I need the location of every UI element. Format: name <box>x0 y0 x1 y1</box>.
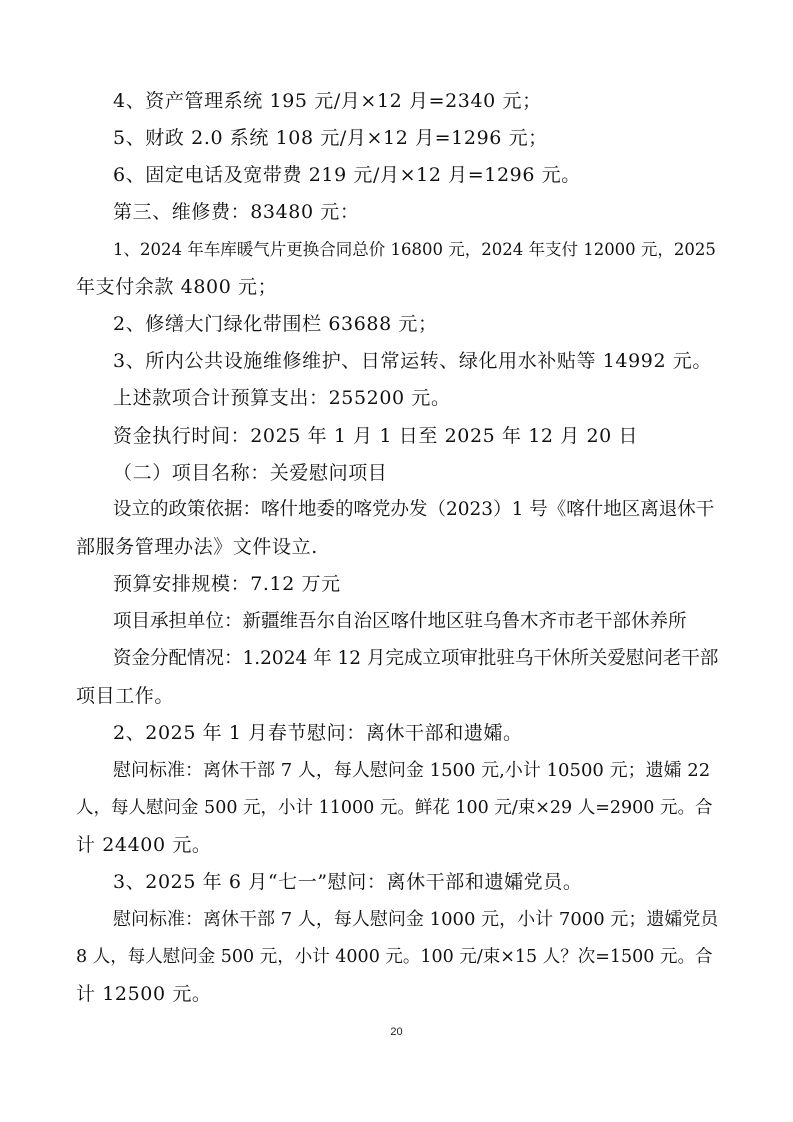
text-line-16: 资金分配情况：1.2024 年 12 月完成立项审批驻乌干休所关爱慰问老干部 <box>113 648 719 669</box>
text-line-25: 计 12500 元。 <box>76 983 212 1005</box>
project-name-heading: （二）项目名称：关爱慰问项目 <box>113 462 388 484</box>
text-line-24: 8 人，每人慰问金 500 元，小计 4000 元。100 元/束×15 人？次=1500 元。合 <box>76 947 713 967</box>
text-line-3: 6、固定电话及宽带费 219 元/月×12 月=1296 元。 <box>113 164 581 186</box>
text-line-23: 慰问标准：离休干部 7 人，每人慰问金 1000 元，小计 7000 元；遗孀党员 <box>113 909 719 930</box>
text-line-20: 人，每人慰问金 500 元，小计 11000 元。鲜花 100 元/束×29 人=2900 元。合 <box>76 798 713 818</box>
text-line-22: 3、2025 年 6 月“七一”慰问：离休干部和遗孀党员。 <box>113 871 583 893</box>
text-line-8: 3、所内公共设施维修维护、日常运转、绿化用水补贴等 14992 元。 <box>113 350 713 372</box>
budget-scale-line: 预算安排规模：7.12 万元 <box>113 573 341 595</box>
text-line-13: 部服务管理办法》文件设立. <box>76 536 318 558</box>
text-line-5: 1、2024 年车库暖气片更换合同总价 16800 元，2024 年支付 12000 元，2025 <box>113 240 716 259</box>
budget-total-line: 上述款项合计预算支出：255200 元。 <box>113 387 451 409</box>
text-line-2: 5、财政 2.0 系统 108 元/月×12 月=1296 元； <box>113 127 548 149</box>
text-line-18: 2、2025 年 1 月春节慰问：离休干部和遗孀。 <box>113 722 523 744</box>
page-number: 20 <box>390 1026 403 1038</box>
text-line-21: 计 24400 元。 <box>76 834 212 856</box>
text-line-17: 项目工作。 <box>76 685 175 707</box>
text-line-12: 设立的政策依据：喀什地委的喀党办发（2023）1 号《喀什地区离退休干 <box>113 499 715 520</box>
section-heading-maintenance: 第三、维修费：83480 元： <box>113 201 360 223</box>
text-line-1: 4、资产管理系统 195 元/月×12 月=2340 元； <box>113 90 542 112</box>
responsible-unit-line: 项目承担单位：新疆维吾尔自治区喀什地区驻乌鲁木齐市老干部休养所 <box>113 611 687 632</box>
text-line-7: 2、修缮大门绿化带围栏 63688 元； <box>113 313 438 335</box>
text-line-19: 慰问标准：离休干部 7 人，每人慰问金 1500 元,小计 10500 元；遗孀 22 <box>113 760 711 781</box>
text-line-6: 年支付余款 4800 元； <box>76 276 278 298</box>
execution-time-line: 资金执行时间：2025 年 1 月 1 日至 2025 年 12 月 20 日 <box>113 425 639 447</box>
